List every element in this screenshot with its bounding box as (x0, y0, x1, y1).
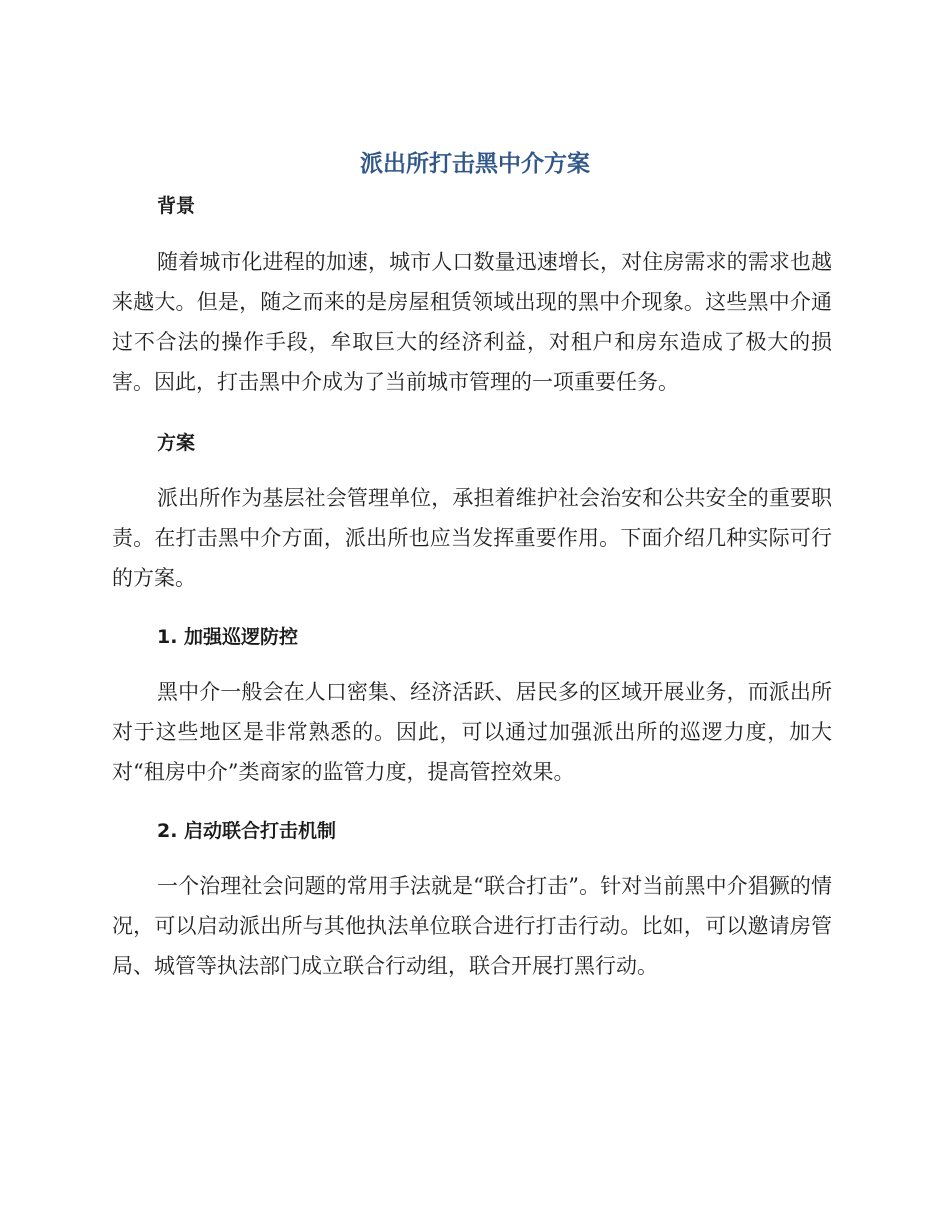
section-heading-plan: 方案 (157, 432, 196, 454)
paragraph-patrol: 黑中介一般会在人口密集、经济活跃、居民多的区域开展业务，而派出所对于这些地区是非常熟悉的。因此，可以通过加强派出所的巡逻力度，加大对“租房中介”类商家的监管力度，提高管控效果。 (112, 680, 832, 784)
section-heading-patrol: 1. 加强巡逻防控 (157, 626, 299, 648)
paragraph-joint-action: 一个治理社会问题的常用手法就是“联合打击”。针对当前黑中介猖獗的情况，可以启动派出所与其他执法单位联合进行打击行动。比如，可以邀请房管局、城管等执法部门成立联合行动组，联合开展打黑行动。 (112, 874, 832, 978)
document-title: 派出所打击黑中介方案 (360, 151, 590, 177)
section-heading-background: 背景 (157, 195, 196, 217)
section-heading-joint-action: 2. 启动联合打击机制 (157, 820, 337, 842)
paragraph-plan: 派出所作为基层社会管理单位，承担着维护社会治安和公共安全的重要职责。在打击黑中介方面，派出所也应当发挥重要作用。下面介绍几种实际可行的方案。 (112, 486, 832, 590)
paragraph-background: 随着城市化进程的加速，城市人口数量迅速增长，对住房需求的需求也越来越大。但是，随之而来的是房屋租赁领域出现的黑中介现象。这些黑中介通过不合法的操作手段，牟取巨大的经济利益，对租户和房东造成了极大的损害。因此，打击黑中介成为了当前城市管理的一项重要任务。 (112, 250, 832, 394)
